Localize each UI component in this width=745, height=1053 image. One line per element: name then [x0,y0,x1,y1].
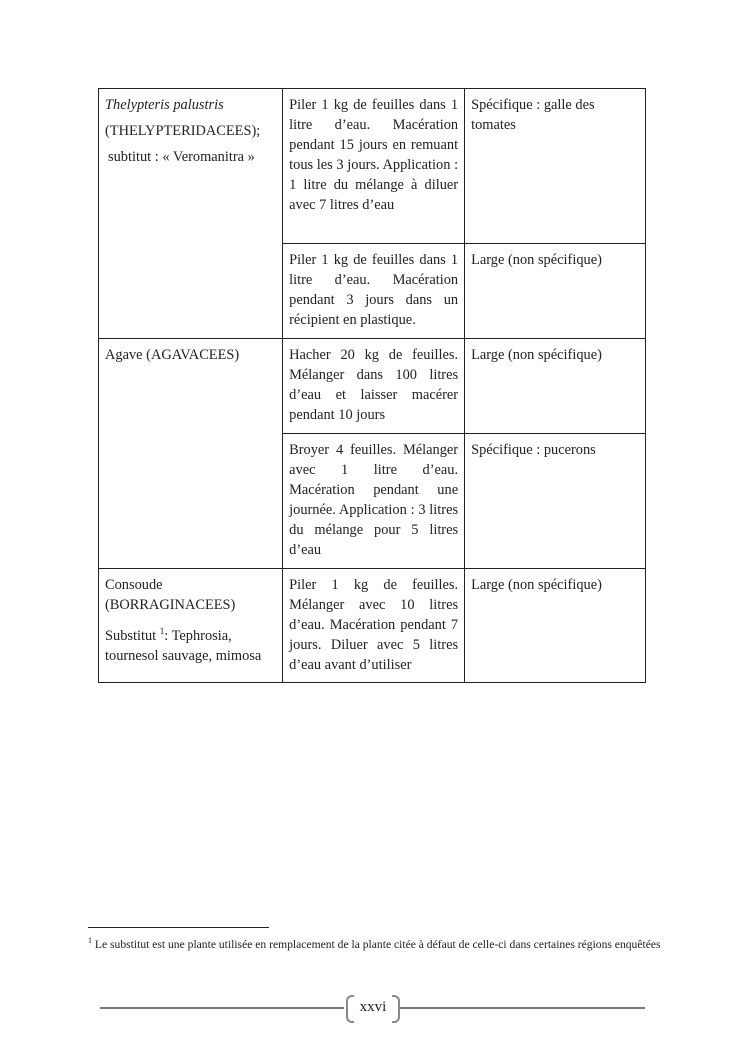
plant-cell: Agave (AGAVACEES) [99,339,283,569]
footnote-separator [88,927,269,928]
footnote-text: Le substitut est une plante utilisée en remplacement de la plante citée à défaut de celle-ci dans certaines régions enquêtées [94,937,661,951]
method-cell: Hacher 20 kg de feuilles. Mélanger dans 100 litres d’eau et laisser macérer pendant 10 jours [283,339,465,434]
plant-family: (THELYPTERIDACEES); [105,123,261,139]
page-number-box [346,993,400,1021]
footnote-number: 1 [88,936,92,945]
plant-substitute: subtitut : « Veromanitra » [108,149,255,165]
plant-name: Thelypteris palustris [105,97,224,113]
footer-rule-right [400,1007,645,1009]
table-row [99,339,646,434]
scope-cell: Large (non spécifique) [465,569,646,683]
plant-name: Consoude (BORRAGINACEES) [105,577,236,613]
method-cell: Piler 1 kg de feuilles dans 1 litre d’eau. Macération pendant 15 jours en remuant tous les 3 jours. Application : 1 litre du mélange à diluer avec 7 litres d’eau [283,89,465,244]
page-number: xxvi [359,999,387,1015]
method-cell: Piler 1 kg de feuilles. Mélanger avec 10 litres d’eau. Macération pendant 7 jours. Diluer avec 5 litres d’eau avant d’utiliser [283,569,465,683]
method-cell: Piler 1 kg de feuilles dans 1 litre d’eau. Macération pendant 3 jours dans un récipient en plastique. [283,244,465,339]
remedies-table [98,88,646,683]
substitute-label: Substitut [105,627,160,644]
scope-cell: Spécifique : pucerons [465,434,646,569]
table-row [99,569,646,683]
scope-cell: Large (non spécifique) [465,339,646,434]
table-row [99,89,646,244]
footnote [88,934,663,952]
plant-cell [99,569,283,683]
substitute-list: : Tephrosia, tournesol sauvage, mimosa [105,627,262,664]
page-footer [100,993,645,1023]
plant-cell [99,89,283,339]
left-brace-icon [346,995,354,1023]
right-brace-icon [392,995,400,1023]
scope-cell: Large (non spécifique) [465,244,646,339]
plant-substitute [105,621,276,666]
scope-cell: Spécifique : galle des tomates [465,89,646,244]
footnote-ref[interactable]: 1 [159,626,165,636]
footer-rule-left [100,1007,344,1009]
method-cell: Broyer 4 feuilles. Mélanger avec 1 litre d’eau. Macération pendant une journée. Application : 3 litres du mélange pour 5 litres d’eau [283,434,465,569]
